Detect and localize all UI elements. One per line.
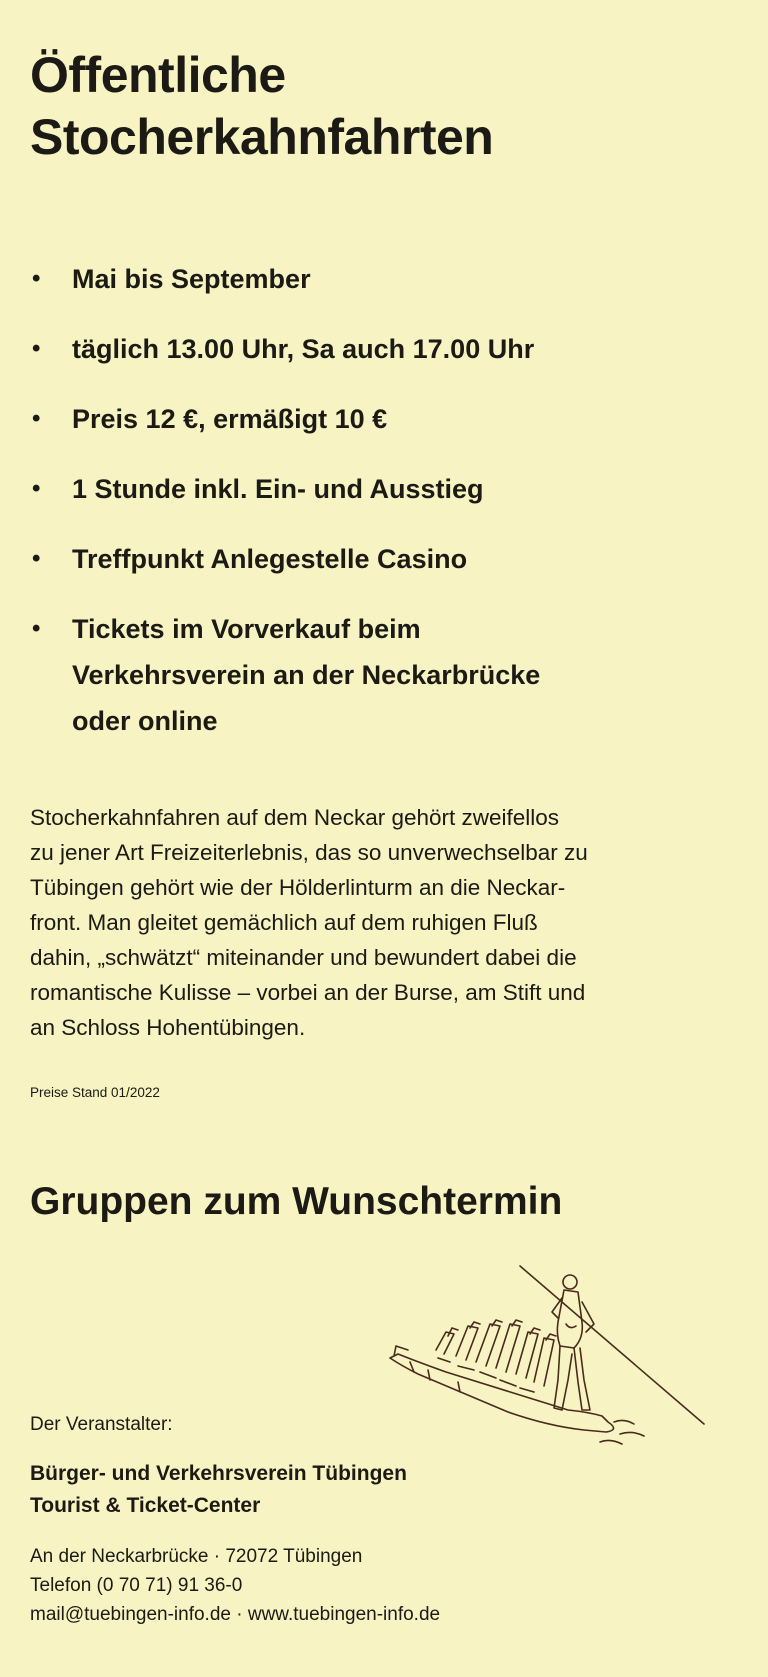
bullet-text-line: Tickets im Vorverkauf beim <box>72 614 421 644</box>
page-title <box>30 44 730 168</box>
info-bullet-list <box>30 256 730 768</box>
paragraph-line: front. Man gleitet gemächlich auf dem ruhigen Fluß <box>30 910 538 935</box>
bullet-text-line: 1 Stunde inkl. Ein- und Ausstieg <box>72 474 484 504</box>
contact-info <box>30 1542 440 1629</box>
bullet-dot-icon: • <box>32 405 41 432</box>
bullet-dot-icon: • <box>32 615 41 642</box>
bullet-text-line: oder online <box>72 706 218 736</box>
paragraph-line: Stocherkahnfahren auf dem Neckar gehört zweifellos <box>30 805 560 830</box>
paragraph-line: an Schloss Hohentübingen. <box>30 1015 306 1040</box>
contact-line: Telefon (0 70 71) 91 36-0 <box>30 1575 243 1596</box>
description-paragraph <box>30 800 730 1045</box>
section-subtitle: Gruppen zum Wunschtermin <box>30 1180 563 1223</box>
paragraph-line: zu jener Art Freizeiterlebnis, das so unverwechselbar zu <box>30 840 588 865</box>
bullet-text-line: Verkehrsverein an der Neckarbrücke <box>72 660 541 690</box>
bullet-item <box>30 536 730 582</box>
bullet-item <box>30 256 730 302</box>
organizer-label: Der Veranstalter: <box>30 1414 173 1435</box>
contact-line: mail@tuebingen-info.de · www.tuebingen-info.de <box>30 1604 441 1625</box>
bullet-item <box>30 606 730 744</box>
bullet-text-line: täglich 13.00 Uhr, Sa auch 17.00 Uhr <box>72 334 535 364</box>
paragraph-line: romantische Kulisse – vorbei an der Burse, am Stift und <box>30 980 586 1005</box>
paragraph-line: Tübingen gehört wie der Hölderlinturm an die Neckar- <box>30 875 566 900</box>
organizer-name-line: Bürger- und Verkehrsverein Tübingen <box>30 1462 407 1485</box>
price-note: Preise Stand 01/2022 <box>30 1085 160 1100</box>
organizer-name <box>30 1458 407 1522</box>
bullet-dot-icon: • <box>32 265 41 292</box>
bullet-text-line: Preis 12 €, ermäßigt 10 € <box>72 404 388 434</box>
bullet-item <box>30 326 730 372</box>
paragraph-line: dahin, „schwätzt“ miteinander und bewundert dabei die <box>30 945 577 970</box>
title-line-2: Stocherkahnfahrten <box>30 109 494 165</box>
contact-line: An der Neckarbrücke · 72072 Tübingen <box>30 1546 363 1567</box>
bullet-text-line: Mai bis September <box>72 264 311 294</box>
punt-boat-illustration-icon <box>388 1262 714 1452</box>
bullet-text-line: Treffpunkt Anlegestelle Casino <box>72 544 468 574</box>
bullet-dot-icon: • <box>32 335 41 362</box>
bullet-item <box>30 466 730 512</box>
bullet-dot-icon: • <box>32 545 41 572</box>
organizer-name-line: Tourist & Ticket-Center <box>30 1494 261 1517</box>
title-line-1: Öffentliche <box>30 47 286 103</box>
bullet-item <box>30 396 730 442</box>
bullet-dot-icon: • <box>32 475 41 502</box>
